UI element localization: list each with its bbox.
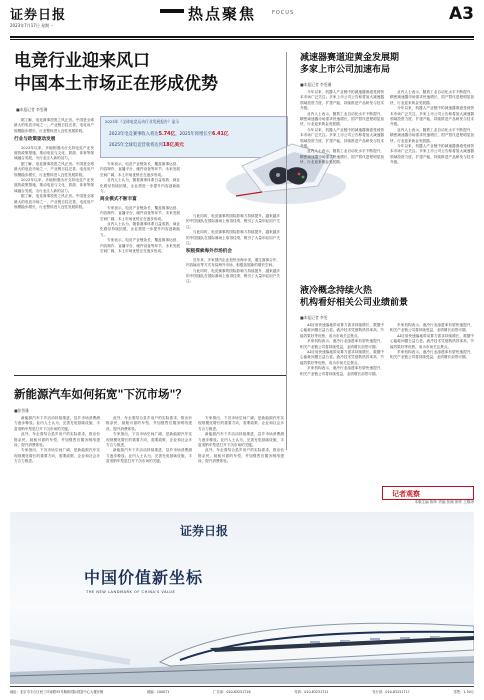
middle-story-col1: 新能源汽车下乡活动持续推进，县乡市场消费潜力逐步释放。业内人士认为，完善充电基础设施、丰富适销车型是打开下沉市场的关键。 此外，车企需结合县乡用户的实际需求，推出价格亲民、续航可靠的车型，并加强售后服务网络建设，提升消费体验。 专家指出，下沉市场空间广阔，是新能源汽车实现规模化增长的重要方向，需要政策、企业和社会多方合力推进。 [14, 416, 100, 464]
footer [10, 689, 474, 694]
lead-headline-line2: 中国本土市场正在形成优势 [14, 74, 218, 94]
lead-subhead-2: 商业模式不断丰富 [100, 197, 137, 203]
right-story1-headline-line2: 多家上市公司加速布局 [300, 65, 391, 75]
right-story2-byline: ■本报记者 李雯 [300, 315, 328, 320]
lead-subhead-3: 积极探索海外市场机会 [186, 249, 232, 255]
lead-body-col3: 与此同时，电竞赛事的国际影响力持续提升，越来越多的中国战队在国际赛场上取得佳绩，吸引了大量年轻用户关注。 与此同时，电竞赛事的国际影响力持续提升，越来越多的中国战队在国际赛场上取得佳绩，吸引了大量年轻用户关注。 积极探索海外市场机会 近年来，多家国内企业加快出海步伐，通过赛事合作、内容输出等方式布局海外市场，积极拓展新的增长空间。 与此同时，电竞赛事的国际影响力持续提升，越来越多的中国战队在国际赛场上取得佳绩，吸引了大量年轻用户关注。 [186, 214, 280, 284]
right-story2-col2: 多家机构表示，液冷行业渗透率有望快速提升，相关产业链公司将持续受益，业绩增长前景可期。 AI应用快速落地带动算力需求持续增长，数据中心能耗问题日益凸显。液冷技术凭借散热效率高、节能效果好等优势，成为市场关注焦点。 多家机构表示，液冷行业渗透率有望快速提升，相关产业链公司将持续受益，业绩增长前景可期。 [390, 323, 474, 360]
lead-body-col1: 据了解，电竞赛事投资之风正劲。中国是全球最大的电竞市场之一，产业链日趋完善，电竞用户规模稳步增长，行业整体进入良性发展阶段。 行业与政策驱动发展 2023年以来，多地相继出台支持电竞产业发展的政策措施，推动电竞与文化、旅游、体育等领域融合发展，为行业注入新的活力。 据了解，电竞赛事投资之风正劲。中国是全球最大的电竞市场之一，产业链日趋完善，电竞用户规模稳步增长，行业整体进入良性发展阶段。 2023年以来，多地相继出台支持电竞产业发展的政策措施，推动电竞与文化、旅游、体育等领域融合发展，为行业注入新的活力。 据了解，电竞赛事投资之风正劲。中国是全球最大的电竞市场之一，产业链日趋完善，电竞用户规模稳步增长，行业整体进入良性发展阶段。 [14, 118, 94, 210]
footer-rule [10, 686, 474, 687]
middle-story-col3: 专家指出，下沉市场空间广阔，是新能源汽车实现规模化增长的重要方向，需要政策、企业和社会多方合力推进。 新能源汽车下乡活动持续推进，县乡市场消费潜力逐步释放。业内人士认为，完善充电基础设施、丰富适销车型是打开下沉市场的关键。 此外，车企需结合县乡用户的实际需求，推出价格亲民、续航可靠的车型，并加强售后服务网络建设，提升消费体验。 [198, 416, 284, 464]
footer-zip: 邮编：100071 [146, 690, 170, 694]
right-story2-col1: AI应用快速落地带动算力需求持续增长，数据中心能耗问题日益凸显。液冷技术凭借散热效率高、节能效果好等优势，成为市场关注焦点。 多家机构表示，液冷行业渗透率有望快速提升，相关产业链公司将持续受益，业绩增长前景可期。 AI应用快速落地带动算力需求持续增长，数据中心能耗问题日益凸显。液冷技术凭借散热效率高、节能效果好等优势，成为市场关注焦点。 多家机构表示，液冷行业渗透率有望快速提升，相关产业链公司将持续受益，业绩增长前景可期。 [300, 323, 384, 376]
section-divider [14, 375, 286, 376]
header-rule-thin [10, 39, 474, 40]
footer-ad-phone: 广告部：010-83251716 [213, 690, 251, 694]
lead-subhead-1: 行业与政策驱动发展 [14, 137, 56, 143]
advertisement[interactable] [10, 512, 474, 684]
middle-story-headline[interactable]: 新能源汽车如何拓宽"下沉市场"？ [14, 387, 187, 401]
right-story1-col1: 今年以来，机器人产业链中的减速器赛道受到资本市场广泛关注。多家上市公司公告称将加大减速器领域投资力度，扩建产能，持续推进产品研发与技术升级。 业内人士表示，随着工业自动化水平不断提升，精密减速器市场需求快速增长，国产替代进程明显加快，行业迎来黄金发展期。 今年以来，机器人产业链中的减速器赛道受到资本市场广泛关注。多家上市公司公告称将加大减速器领域投资力度，扩建产能，持续推进产品研发与技术升级。 业内人士表示，随着工业自动化水平不断提升，精密减速器市场需求快速增长，国产替代进程明显加快，行业迎来黄金发展期。 [300, 90, 384, 165]
ad-subline: THE NEW LANDMARK OF CHINA'S VALUE [86, 590, 176, 594]
middle-story-byline: ■张智雅 [14, 408, 29, 413]
reporter-observation-label: 记者观察 [392, 490, 420, 498]
stat-box-heading: 2023年《全球电竞运动行业发展报告》显示 [105, 119, 180, 124]
masthead [10, 4, 474, 38]
footer-price: 零售：1.30元 [453, 690, 474, 694]
footer-fax: 传真：010-83251711 [294, 690, 329, 694]
page-number: A3 [449, 4, 474, 24]
right-story2-headline-line1: 液冷概念持续火热 [300, 286, 373, 296]
stat-line-1: 2023年电竞赛事收入将达5.74亿，2025年将增长至6.41亿 [109, 132, 229, 137]
ad-headline: 中国价值新坐标 [84, 568, 204, 587]
middle-story-col2: 此外，车企需结合县乡用户的实际需求，推出价格亲民、续航可靠的车型，并加强售后服务网络建设，提升消费体验。 专家指出，下沉市场空间广阔，是新能源汽车实现规模化增长的重要方向，需要政策、企业和社会多方合力推进。 新能源汽车下乡活动持续推进，县乡市场消费潜力逐步释放。业内人士认为，完善充电基础设施、丰富适销车型是打开下沉市场的关键。 [106, 416, 192, 464]
stat-line-2: 2025年全球电竞营收将达到18亿美元 [109, 143, 184, 148]
high-speed-train-illustration [10, 602, 474, 684]
column-rule [286, 52, 287, 450]
lead-byline: ■本报记者 李雯珊 [16, 107, 48, 112]
issue-date: 2023年7月17日 星期一 [10, 23, 54, 28]
lead-body-col2: 专家表示，电竞产业链条长，覆盖赛事运营、内容制作、直播平台、硬件设备等环节，未来发展空间广阔，本土市场优势正在逐步形成。 业内人士认为，随着赛事体系日益成熟，商业化路径持续拓展，企业需进一步提升内容创新能力。 商业模式不断丰富 专家表示，电竞产业链条长，覆盖赛事运营、内容制作、直播平台、硬件设备等环节，未来发展空间广阔，本土市场优势正在逐步形成。 业内人士认为，随着赛事体系日益成熟，商业化路径持续拓展，企业需进一步提升内容创新能力。 专家表示，电竞产业链条长，覆盖赛事运营、内容制作、直播平台、硬件设备等环节，未来发展空间广阔，本土市场优势正在逐步形成。 [100, 162, 180, 254]
section-title: 热点聚焦 [188, 5, 257, 23]
right-story1-headline[interactable] [300, 52, 480, 76]
right-story1-byline: ■本报记者 李雯珊 [300, 82, 332, 87]
footer-address: 地址：北京市丰台区西三环南路55号顺和国际财富中心大楼东侧 [10, 690, 104, 694]
newspaper-logo: 证券日报 [10, 8, 67, 23]
header-rule [10, 36, 474, 38]
section-title-en: FOCUS [272, 10, 295, 16]
ad-logo: 证券日报 [180, 524, 229, 538]
lead-headline[interactable] [14, 50, 218, 96]
footer-office: 发行部：010-83251717 [372, 690, 410, 694]
right-story1-col2: 业内人士表示，随着工业自动化水平不断提升，精密减速器市场需求快速增长，国产替代进程明显加快，行业迎来黄金发展期。 今年以来，机器人产业链中的减速器赛道受到资本市场广泛关注。多家上市公司公告称将加大减速器领域投资力度，扩建产能，持续推进产品研发与技术升级。 业内人士表示，随着工业自动化水平不断提升，精密减速器市场需求快速增长，国产替代进程明显加快，行业迎来黄金发展期。 今年以来，机器人产业链中的减速器赛道受到资本市场广泛关注。多家上市公司公告称将加大减速器领域投资力度，扩建产能，持续推进产品研发与技术升级。 [390, 90, 474, 165]
right-story1-headline-line1: 减速器赛道迎黄金发展期 [300, 53, 400, 63]
right-story2-headline-line2: 机构看好相关公司业绩前景 [300, 298, 409, 308]
lead-headline-line1: 电竞行业迎来风口 [14, 51, 150, 71]
right-story2-headline[interactable] [300, 285, 480, 309]
editor-credits: 本版主编 陈炜 责编 张晓 制作 王敬涛 [414, 500, 474, 504]
